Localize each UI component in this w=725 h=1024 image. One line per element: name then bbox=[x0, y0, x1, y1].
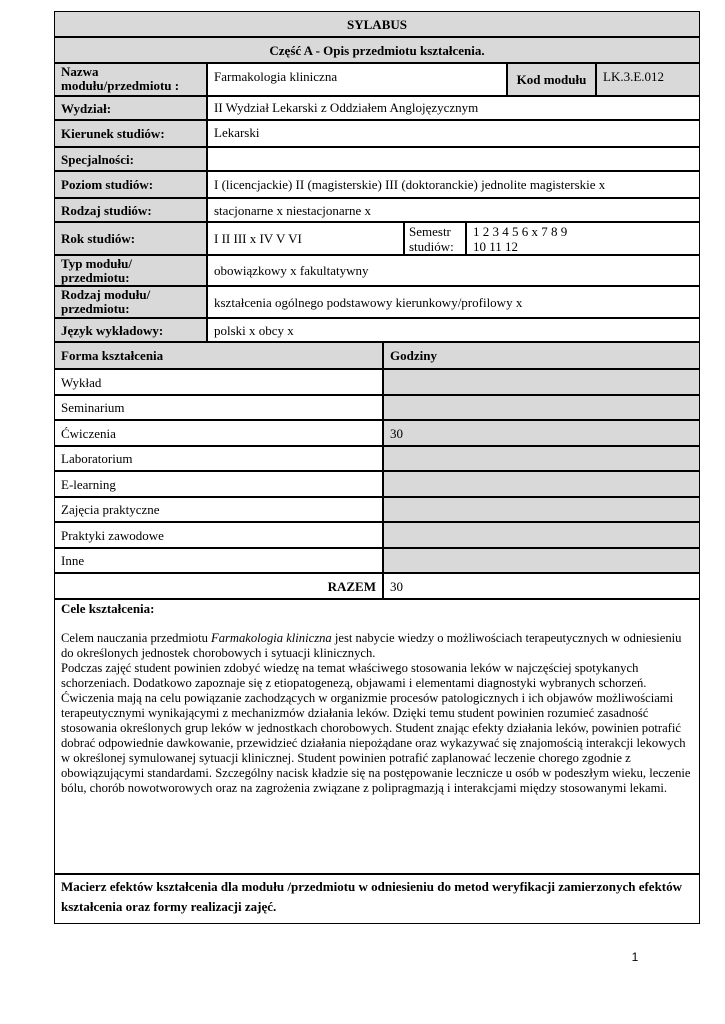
study-year-label: Rok studiów: bbox=[54, 222, 207, 255]
module-kind-label: Rodzaj modułu/ przedmiotu: bbox=[54, 286, 207, 318]
faculty-label: Wydział: bbox=[54, 96, 207, 120]
hours-row-form: Ćwiczenia bbox=[54, 420, 383, 446]
hours-row-value bbox=[383, 497, 700, 522]
study-level-value: I (licencjackie) II (magisterskie) III (doktoranckie) jednolite magisterskie x bbox=[207, 171, 700, 198]
study-type-label: Rodzaj studiów: bbox=[54, 198, 207, 222]
study-level-label: Poziom studiów: bbox=[54, 171, 207, 198]
field-label: Kierunek studiów: bbox=[54, 120, 207, 147]
total-value: 30 bbox=[383, 573, 700, 599]
hours-row-value: 30 bbox=[383, 420, 700, 446]
hours-row-form: Zajęcia praktyczne bbox=[54, 497, 383, 522]
hours-row-form: Seminarium bbox=[54, 395, 383, 420]
hours-row-value bbox=[383, 522, 700, 548]
study-year-value: I II III x IV V VI bbox=[207, 222, 404, 255]
learning-goals-body: Podczas zajęć student powinien zdobyć wiedzę na temat właściwego stosowania leków w najczęściej spotykanych schorzeniach. Dodatkowo zapoznaje się z etiopatogenezą, objawami i elementami diagnostyki wybranych schorzeń. Ćwiczenia mają na celu powiązanie zachodzących w organizmie procesów patologicznych i ich objawów możliwościami terapeutycznymi wynikającymi z mechanizmów działania leków. Dzięki temu student powinien rozumieć zasadność stosowania określonych grup leków w jednostkach chorobowych. Student znając efekty działania leków, powinien potrafić dobrać odpowiednie dawkowanie, przewidzieć działania niepożądane oraz wykazywać się znajomością interakcji lekowych w określonej symulowanej sytuacji klinicznej. Student powinien potrafić zaplanować leczenie chorego zgodnie z obowiązującymi standardami. Szczególny nacisk kładzie się na postępowanie lecznicze u osób w podeszłym wieku, leczenie bólu, chorób nowotworowych oraz na zagrożenia związane z polipragmazją i interakcjami między stosowanymi lekami. bbox=[61, 661, 691, 795]
matrix-heading: Macierz efektów kształcenia dla modułu /przedmiotu w odniesieniu do metod weryfikacji zamierzonych efektów kształcenia oraz formy realizacji zajęć. bbox=[54, 874, 700, 924]
specialty-value bbox=[207, 147, 700, 171]
hours-row-form: Praktyki zawodowe bbox=[54, 522, 383, 548]
hours-header: Godziny bbox=[383, 342, 700, 369]
page-number: 1 bbox=[631, 950, 639, 964]
hours-row-form: E-learning bbox=[54, 471, 383, 497]
study-type-value: stacjonarne x niestacjonarne x bbox=[207, 198, 700, 222]
semester-value bbox=[466, 222, 700, 255]
hours-row-value bbox=[383, 395, 700, 420]
faculty-value: II Wydział Lekarski z Oddziałem Anglojęzycznym bbox=[207, 96, 700, 120]
hours-row-value bbox=[383, 369, 700, 395]
hours-row-value bbox=[383, 548, 700, 573]
semester-label: Semestr studiów: bbox=[404, 222, 466, 255]
language-value: polski x obcy x bbox=[207, 318, 700, 342]
hours-row-value bbox=[383, 471, 700, 497]
specialty-label: Specjalności: bbox=[54, 147, 207, 171]
module-code-value: LK.3.E.012 bbox=[596, 63, 700, 96]
field-value: Lekarski bbox=[207, 120, 700, 147]
hours-row-form: Wykład bbox=[54, 369, 383, 395]
total-label: RAZEM bbox=[54, 573, 383, 599]
part-a-subtitle: Część A - Opis przedmiotu kształcenia. bbox=[54, 37, 700, 63]
syllabus-title: SYLABUS bbox=[54, 11, 700, 37]
semester-line-2: 10 11 12 bbox=[473, 239, 519, 254]
learning-goals-section bbox=[54, 599, 700, 874]
hours-row-form: Inne bbox=[54, 548, 383, 573]
module-kind-value: kształcenia ogólnego podstawowy kierunkowy/profilowy x bbox=[207, 286, 700, 318]
semester-line-1: 1 2 3 4 5 6 x 7 8 9 bbox=[473, 224, 568, 239]
module-code-label: Kod modułu bbox=[507, 63, 596, 96]
hours-row-value bbox=[383, 446, 700, 471]
learning-goals-intro: Celem nauczania przedmiotu Farmakologia kliniczna jest nabycie wiedzy o możliwościach terapeutycznych w odniesieniu do określonych jednostek chorobowych i sytuacji klinicznych. bbox=[61, 631, 682, 660]
module-type-label: Typ modułu/ przedmiotu: bbox=[54, 255, 207, 286]
module-name-value: Farmakologia kliniczna bbox=[207, 63, 507, 96]
learning-goals-heading: Cele kształcenia: bbox=[61, 601, 155, 616]
language-label: Język wykładowy: bbox=[54, 318, 207, 342]
module-name-label: Nazwa modułu/przedmiotu : bbox=[54, 63, 207, 96]
hours-row-form: Laboratorium bbox=[54, 446, 383, 471]
module-type-value: obowiązkowy x fakultatywny bbox=[207, 255, 700, 286]
form-header: Forma kształcenia bbox=[54, 342, 383, 369]
